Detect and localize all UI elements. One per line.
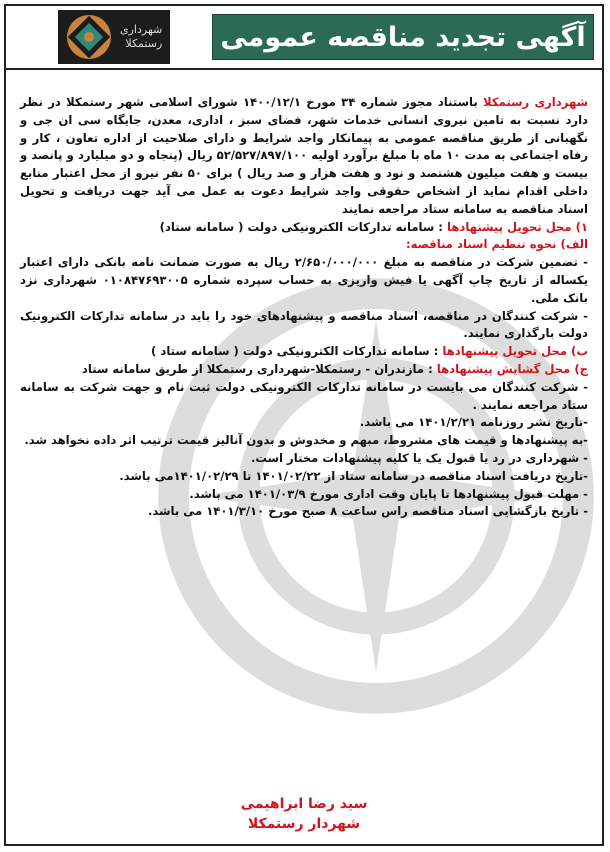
publish-date-paragraph: -تاریخ نشر روزنامه ۱۴۰۱/۲/۲۱ می باشد. (359, 415, 588, 430)
signature-title: شهردار رستمکلا (247, 816, 361, 832)
conditional-bids-paragraph: -به پیشنهادها و قیمت های مشروط، مبهم و مخدوش و بدون آنالیز قیمت ترتیب اثر داده نخواهد شد. (24, 433, 588, 448)
item-1-value: : سامانه تدارکات الکترونیکی دولت ( سامانه ستاد) (159, 219, 447, 234)
logo-line-2: رستمکلا (125, 37, 163, 50)
item-j-label: ج) محل گشایش پیشنهادها (436, 361, 588, 376)
signature-name: سید رضا ابراهیمی (240, 796, 368, 812)
notice-body (20, 94, 588, 521)
register-paragraph: - شرکت کنندگان می بایست در سامانه تدارکات الکترونیکی دولت ثبت نام و جهت شرکت به سامانه ستاد مراجعه نمایند . (20, 379, 588, 412)
item-b (20, 343, 588, 361)
opening-paragraph: - تاریخ بازگشایی اسناد مناقصه راس ساعت ۸ صبح مورخ ۱۴۰۱/۳/۱۰ می باشد. (147, 504, 588, 519)
item-delivery-location (20, 219, 588, 237)
item-j (20, 361, 588, 379)
intro-text: باستناد مجوز شماره ۳۴ مورخ ۱۴۰۰/۱۲/۱ شورای اسلامی شهر رستمکلا در نظر دارد نسبت به تامین نیروی انسانی خدمات شهر، فضای سبز ، اداری، معدن، جایگاه سی ان جی و نگهبانی از طریق مناقصه عمومی به پیمانکار واجد شرایط و دارای صلاحیت از اداره تعاون ، کار و رفاه اجتماعی به مدت ۱۰ ماه با مبلغ برآورد اولیه ۵۲/۵۲۷/۸۹۷/۱۰۰ ریال (پنجاه و دو میلیارد و پانصد و بیست و هفت میلیون هشتصد و نود و هفت هزار و صد ریال ) برای ۵۰ نفر نیرو از محل اعتبار منابع داخلی اقدام نماید از اشخاص حقوقی واجد شرایط دعوت به عمل می آید جهت دریافت و تحویل اسناد مناقصه به سامانه ستاد مراجعه نمایند (20, 95, 589, 216)
page-title: آگهی تجدید مناقصه عمومی (220, 21, 586, 53)
title-banner (212, 14, 594, 60)
item-alef-heading: الف) نحوه تنظیم اسناد مناقصه: (406, 237, 588, 252)
municipality-emblem-icon (64, 12, 114, 62)
org-name: شهرداری رستمکلا (483, 95, 589, 109)
item-b-label: ب) محل تحویل پیشنهادها (442, 344, 588, 359)
item-b-value: : سامانه تدارکات الکترونیکی دولت ( سامانه ستاد ) (151, 344, 443, 359)
rights-paragraph: - شهرداری در رد یا قبول یک یا کلیه پیشنهادات مختار است. (250, 450, 588, 465)
logo-text (120, 23, 162, 51)
header (6, 6, 602, 70)
receive-dates-paragraph: -تاریخ دریافت اسناد مناقصه در سامانه ستاد از ۱۴۰۱/۰۲/۲۲ تا ۱۴۰۱/۰۲/۲۹می باشد. (119, 468, 588, 483)
upload-paragraph: - شرکت کنندگان در مناقصه، اسناد مناقصه و پیشنهادهای خود را باید در سامانه تدارکات الکترونیک دولت بارگذاری نمایند. (20, 308, 588, 341)
item-j-value: : مازندران - رستمکلا-شهرداری رستمکلا از طریق سامانه ستاد (81, 361, 437, 376)
logo (58, 10, 170, 64)
notice-page (4, 4, 604, 846)
intro-paragraph (20, 94, 588, 219)
guarantee-paragraph: - تضمین شرکت در مناقصه به مبلغ ۲/۶۵۰/۰۰۰/۰۰۰ ریال به صورت ضمانت نامه بانکی دارای اعتبار یکساله از تاریخ چاپ آگهی یا فیش واریزی به حساب سپرده شماره ۰۱۰۸۴۷۶۹۳۰۰۵ شهرداری نزد بانک ملی. (20, 255, 588, 305)
deadline-paragraph: - مهلت قبول پیشنهادها تا پایان وقت اداری مورخ ۱۴۰۱/۰۳/۹ می باشد. (189, 486, 588, 501)
logo-line-1: شهرداری (120, 23, 163, 36)
item-1-label: ۱) محل تحویل پیشنهادها (446, 219, 588, 234)
